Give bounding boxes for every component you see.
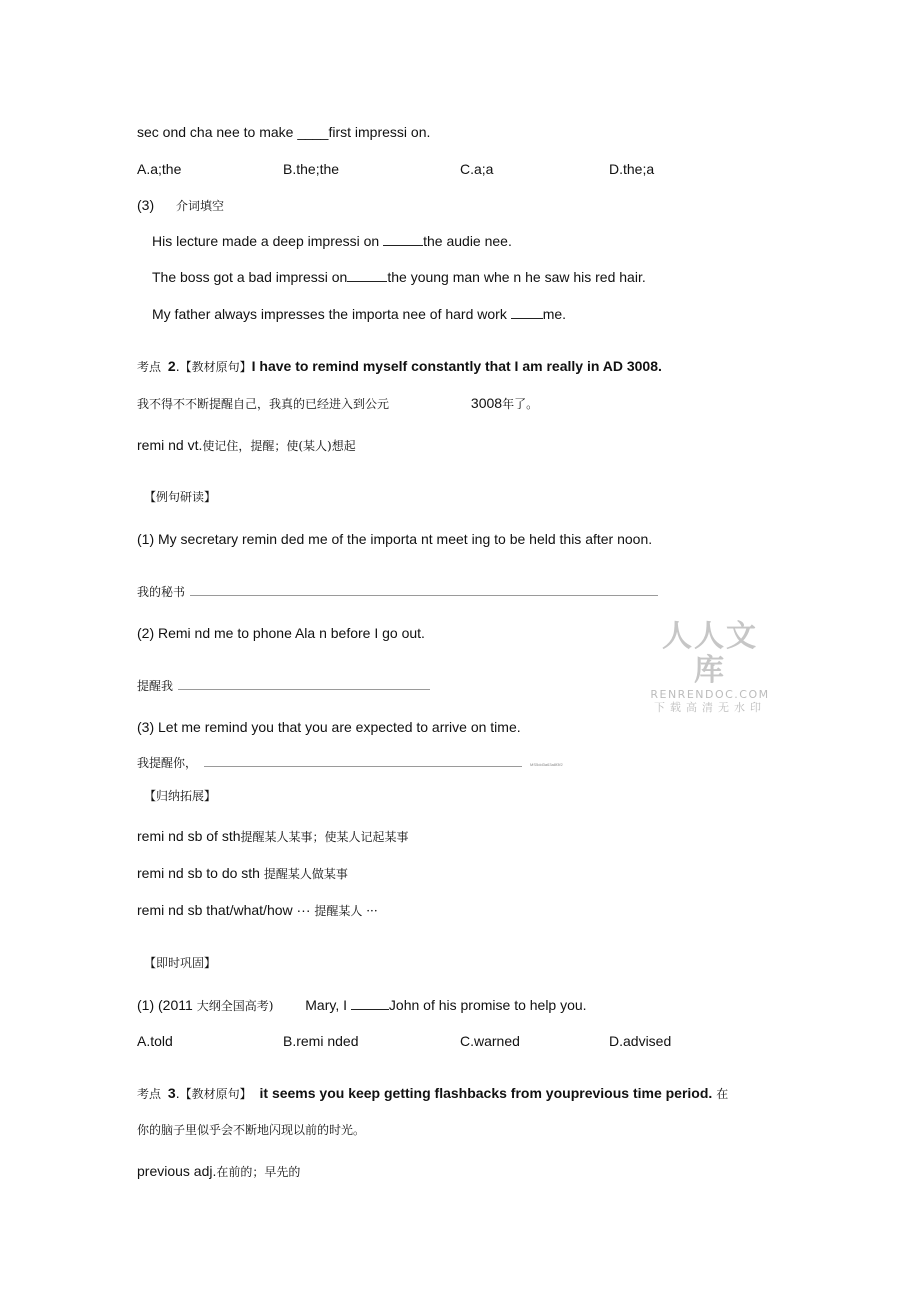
- answer-line: [178, 689, 430, 690]
- example-2-prompt: 提醒我: [137, 679, 174, 693]
- practice-question: (1) (2011 大纲全国高考) Mary, I John of his promise to help you.: [137, 997, 587, 1013]
- kp3-heading: 考点 3.【教材原句】 it seems you keep getting flashbacks from youprevious time period. 在: [137, 1085, 729, 1101]
- question-stem: sec ond cha nee to make ____first impressi on.: [137, 124, 431, 140]
- example-2: (2) Remi nd me to phone Ala n before I go out.: [137, 625, 425, 641]
- watermark-slogan: 下载高清无水印: [654, 701, 766, 714]
- example-1-prompt: 我的秘书: [137, 585, 186, 599]
- answer-line: [190, 595, 658, 596]
- example-3: (3) Let me remind you that you are expected to arrive on time.: [137, 719, 521, 735]
- prep-heading: (3) 介词填空: [137, 197, 225, 213]
- phrase-1: remi nd sb of sth提醒某人某事；使某人记起某事: [137, 828, 409, 844]
- watermark-title: 人人文库: [662, 619, 758, 688]
- example-1: (1) My secretary remin ded me of the importa nt meet ing to be held this after noon.: [137, 531, 653, 547]
- phrase-3: remi nd sb that/what/how ··· 提醒某人 ···: [137, 902, 378, 918]
- option-c: C.a;a: [460, 161, 494, 177]
- blank: [347, 269, 387, 282]
- prep-sentence-3: My father always impresses the importa nee of hard work me.: [152, 306, 567, 322]
- option-a: A.told: [137, 1033, 173, 1049]
- phrase-2: remi nd sb to do sth 提醒某人做某事: [137, 865, 348, 881]
- option-a: A.a;the: [137, 161, 182, 177]
- kp2-heading: 考点 2.【教材原句】I have to remind myself constantly that I am really in AD 3008.: [137, 358, 662, 374]
- example-3-prompt: 我提醒你，: [137, 756, 198, 770]
- examples-header: 【例句研读】: [144, 490, 217, 504]
- watermark-logo: [648, 620, 772, 715]
- watermark-url: RENRENDOC.COM: [650, 688, 770, 701]
- prep-sentence-2: The boss got a bad impressi on the young man whe n he saw his red hair.: [152, 269, 646, 285]
- blank: [511, 306, 543, 319]
- kp3-definition: previous adj.在前的；早先的: [137, 1163, 301, 1179]
- kp2-translation: 我不得不不断提醒自己，我真的已经进入到公元 3008年了。: [137, 395, 539, 411]
- prep-sentence-1: His lecture made a deep impressi on the audie nee.: [152, 233, 512, 249]
- blank: [351, 997, 389, 1010]
- practice-header: 【即时巩固】: [144, 956, 217, 970]
- option-d: D.the;a: [609, 161, 655, 177]
- kp3-translation: 你的脑子里似乎会不断地闪现以前的时光。: [137, 1123, 366, 1137]
- answer-line: [204, 766, 522, 767]
- summary-header: 【归纳拓展】: [144, 789, 217, 803]
- tiny-mark: MS5dd3a63a8f3f2: [530, 762, 563, 767]
- option-b: B.the;the: [283, 161, 340, 177]
- blank: [383, 233, 423, 246]
- option-b: B.remi nded: [283, 1033, 359, 1049]
- option-d: D.advised: [609, 1033, 672, 1049]
- kp2-definition: remi nd vt.使记住，提醒；使(某人)想起: [137, 437, 356, 453]
- option-c: C.warned: [460, 1033, 520, 1049]
